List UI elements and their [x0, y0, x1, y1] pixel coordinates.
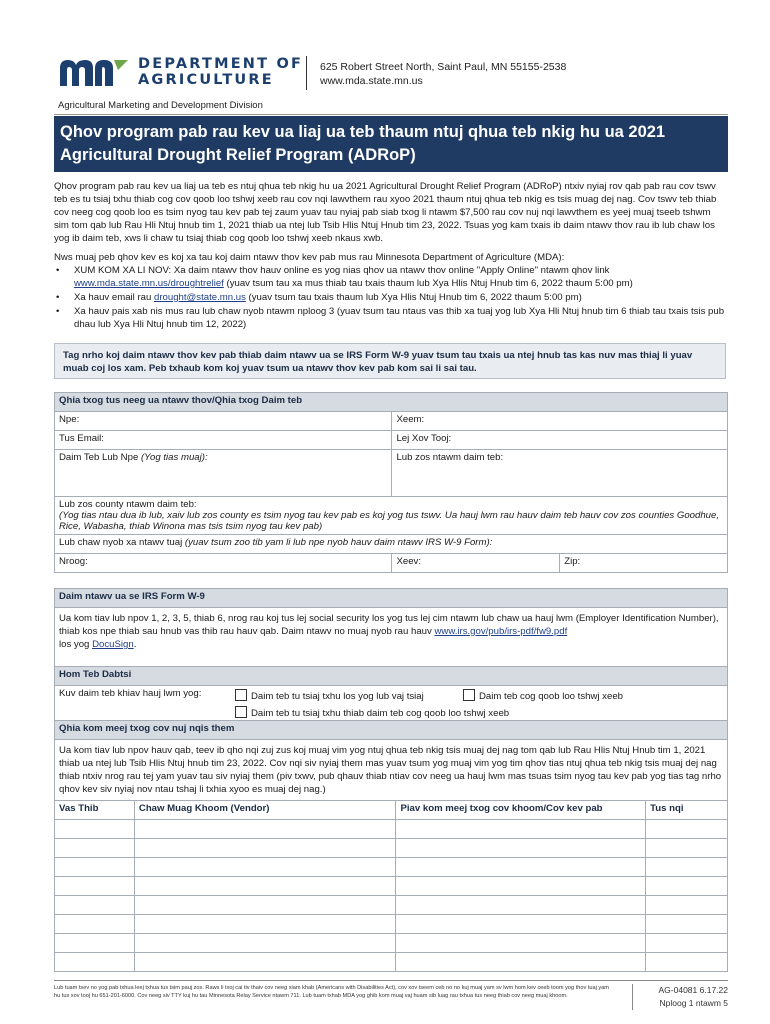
- name-field[interactable]: Npe:: [55, 412, 392, 431]
- page-number: Nploog 1 ntawm 5: [659, 998, 728, 1008]
- expense-row: [55, 896, 728, 915]
- farm-type-options: [55, 686, 728, 725]
- farm-type-heading: Hom Teb Dabtsi: [55, 667, 728, 686]
- division-rule: [54, 114, 728, 115]
- farm-location-field[interactable]: Lub zos ntawm daim teb:: [392, 450, 728, 497]
- applicant-table: [54, 392, 728, 573]
- amount-cell[interactable]: [646, 858, 728, 877]
- expense-row: [55, 915, 728, 934]
- accessibility-notice: Lub tuam tsev no yog pab txhua leej txhua tus tsim pauj zos. Raws li txoj cai tiv thaiv cov neeg xiam khab (Americans with Disabilities Act), cov xov tseem ceb no no kuj muaj yam sv lwm hom kev ceeb toom yog thov tuaj yam hu tus xov tooj hu 651-201-6000. Cov neeg siv TTY kuj hu tau Minnesota Relay Service ntawm 711. Lub tuam txhab MDA yog ghib kom muaj vaj huam sib luag rau txhua tus neeg thiab cov neeg muaj khoom.: [54, 985, 609, 999]
- submit-option-mail: • Xa hauv pais xab nis mus rau lub chaw nyob ntawm nploog 3 (yuav tsum tau ntaus vas thib xa tuaj yog lub Xya Hli Ntuj hnub tim 6 thiab tau txais tsis pub dhau lub Xya Hli Ntuj hnub tim 12, 2022): [56, 306, 725, 330]
- submit-options: [54, 264, 726, 331]
- date-cell[interactable]: [55, 877, 135, 896]
- both-checkbox[interactable]: [235, 706, 247, 718]
- farm-name-field[interactable]: Daim Teb Lub Npe (Yog tias muaj):: [55, 450, 392, 497]
- farm-type-table: [54, 666, 728, 725]
- date-cell[interactable]: [55, 915, 135, 934]
- amount-cell[interactable]: [646, 820, 728, 839]
- farm-type-label: Kuv daim teb khiav hauj lwm yog:: [59, 688, 202, 699]
- expense-row: [55, 953, 728, 972]
- amount-cell[interactable]: [646, 877, 728, 896]
- vendor-cell[interactable]: [134, 953, 396, 972]
- expenses-instructions: Ua kom tiav lub npov hauv qab, teev ib qho nqi zuj zus koj muaj vim yog ntuj qhua teb nkig tsis muaj dej nag tom qab lub Rau Hlis Ntuj Hnub tim 1, 2021 thiab ua ntej lub Tsib Hlis Ntuj hnub tim 23, 2022. Cov nqi siv nyiaj them mas yuav tsum yog muaj vim yog tim qhov tias ntuj qhua teb nkig tsis muaj dej nag thiab ntxiv nrog rau tej yam yuav tau siv nyiaj them (piv txwv, pub qhauv thiab ntiav cov neeg ua hauj lwm mas tsuas tsim nyog tau kev pab yog tias tag nrho qhov kev siv nyiaj nov ntau tshaj li txhia xyoo es muaj dej nag.): [55, 740, 728, 801]
- col-vendor: Chaw Muag Khoom (Vendor): [134, 801, 396, 820]
- amount-cell[interactable]: [646, 953, 728, 972]
- bullet-icon: •: [56, 265, 60, 276]
- vendor-cell[interactable]: [134, 915, 396, 934]
- col-amount: Tus nqi: [646, 801, 728, 820]
- footer-divider: [632, 984, 633, 1010]
- expense-row: [55, 877, 728, 896]
- description-cell[interactable]: [396, 915, 646, 934]
- header-divider: [306, 56, 307, 90]
- drought-relief-link[interactable]: www.mda.state.mn.us/droughtrelief: [74, 278, 224, 289]
- vendor-cell[interactable]: [134, 877, 396, 896]
- description-cell[interactable]: [396, 839, 646, 858]
- expenses-heading: Qhia kom meej txog cov nuj nqis them: [55, 721, 728, 740]
- mailing-address-field[interactable]: Lub chaw nyob xa ntawv tuaj (yuav tsum zoo tib yam li lub npe nyob hauv daim ntawv IRS W-9 Form):: [55, 535, 728, 554]
- submit-option-email: • Xa hauv email rau drought@state.mn.us (yuav tsum tau txais thaum lub Xya Hlis Ntuj Hnub tim 6, 2022 thaum 5:00 pm): [56, 292, 582, 303]
- county-field[interactable]: Lub zos county ntawm daim teb: (Yog tias ntau dua ib lub, xaiv lub zos county es tsim nyog tau kev pab es koj yog tus tswv. Ua hauj lwm rau hauv daim teb hauv cov zos counties Goodhue, Rice, Wabasha, thiab Winona mas tsis tsim nyog tau kev pab): [55, 497, 728, 535]
- amount-cell[interactable]: [646, 896, 728, 915]
- department-name: DEPARTMENT OF AGRICULTURE: [138, 56, 304, 88]
- date-cell[interactable]: [55, 953, 135, 972]
- date-cell[interactable]: [55, 934, 135, 953]
- vendor-cell[interactable]: [134, 820, 396, 839]
- vendor-cell[interactable]: [134, 839, 396, 858]
- bullet-icon: •: [56, 292, 60, 303]
- amount-cell[interactable]: [646, 839, 728, 858]
- description-cell[interactable]: [396, 934, 646, 953]
- expenses-table: [54, 720, 728, 972]
- description-cell[interactable]: [396, 953, 646, 972]
- submit-option-online: • XUM KOM XA LI NOV: Xa daim ntawv thov hauv online es yog nias qhov ua ntawv thov online "Apply Online" ntawm qhov link www.mda.state.mn.us/droughtrelief (yuav tsum tau xa mus thiab tau txais thaum lub Xya Hlis Ntuj Hnub tim 6, 2022 thaum 5:00 pm): [56, 265, 633, 289]
- address-block: [320, 60, 566, 88]
- both-option[interactable]: Daim teb tu tsiaj txhu thiab daim teb cog qoob loo tshwj xeeb: [235, 706, 509, 719]
- date-cell[interactable]: [55, 896, 135, 915]
- description-cell[interactable]: [396, 877, 646, 896]
- description-cell[interactable]: [396, 858, 646, 877]
- zip-field[interactable]: Zip:: [560, 554, 728, 573]
- col-description: Piav kom meej txog cov khoom/Cov kev pab: [396, 801, 646, 820]
- livestock-option[interactable]: Daim teb tu tsiaj txhu los yog lub vaj tsiaj: [235, 689, 424, 702]
- vendor-cell[interactable]: [134, 934, 396, 953]
- submit-lead: Nws muaj peb qhov kev es koj xa tau koj daim ntawv thov kev pab mus rau Minnesota Department of Agriculture (MDA):: [54, 252, 565, 263]
- col-date: Vas Thib: [55, 801, 135, 820]
- phone-field[interactable]: Lej Xov Tooj:: [392, 431, 728, 450]
- surname-field[interactable]: Xeem:: [392, 412, 728, 431]
- intro-section: [54, 180, 726, 332]
- date-cell[interactable]: [55, 820, 135, 839]
- applicant-heading: Qhia txog tus neeg ua ntawv thov/Qhia txog Daim teb: [55, 393, 728, 412]
- county-note: (Yog tias ntau dua ib lub, xaiv lub zos county es tsim nyog tau kev pab es koj yog tus tswv. Ua hauj lwm rau hauv daim teb hauv cov zos counties Goodhue, Rice, Wabasha, thiab Winona mas tsis tsim nyog tau kev pab): [59, 510, 720, 532]
- expense-row: [55, 820, 728, 839]
- description-cell[interactable]: [396, 896, 646, 915]
- vendor-cell[interactable]: [134, 858, 396, 877]
- specialty-crop-option[interactable]: Daim teb cog qoob loo tshwj xeeb: [463, 689, 623, 702]
- livestock-checkbox[interactable]: [235, 689, 247, 701]
- state-field[interactable]: Xeev:: [392, 554, 560, 573]
- description-cell[interactable]: [396, 820, 646, 839]
- minnesota-logo-icon: [58, 54, 130, 88]
- date-cell[interactable]: [55, 839, 135, 858]
- expense-row: [55, 934, 728, 953]
- specialty-crop-checkbox[interactable]: [463, 689, 475, 701]
- city-field[interactable]: Nroog:: [55, 554, 392, 573]
- expense-row: [55, 839, 728, 858]
- irs-w9-link[interactable]: www.irs.gov/pub/irs-pdf/fw9.pdf: [434, 626, 568, 637]
- vendor-cell[interactable]: [134, 896, 396, 915]
- drought-email-link[interactable]: drought@state.mn.us: [154, 292, 246, 303]
- letterhead: [58, 54, 718, 96]
- expense-row: [55, 858, 728, 877]
- amount-cell[interactable]: [646, 915, 728, 934]
- footer-rule: [54, 980, 728, 981]
- docusign-link[interactable]: DocuSign: [92, 639, 134, 650]
- date-cell[interactable]: [55, 858, 135, 877]
- w9-heading: Daim ntawv ua se IRS Form W-9: [55, 589, 728, 608]
- intro-paragraph: Qhov program pab rau kev ua liaj ua teb es ntuj qhua teb nkig hu ua 2021 Agricultural Drought Relief Program (ADRoP) ntxiv nyiaj rov qab pab rau cov tswv teb es tu tsiaj txhu thiab cog cov qoob loo tshwj xeeb rau cov nqi lawvthem rau xyoo 2021 thaum ntuj qhua teb nkig es tsis muag dej nag. Cov tswv teb thiab cov neeg cog qoob loo es tsim nyog tau kev pab tej zaum yuav tau nyiaj pab siab txog li ntawm $7,500 rau cov nuj nqi lawvthem es yeej muaj tseeb tshwm sim tom qab lub Rau Hli Ntuj hnub tim 1, 2021 thiab ua ntej lub Tsib Hlis Ntuj Hnub tim 23, 2022. Tsuas yog kam txais ib daim ntawv thov rau ib lub chaw los yog ib daim teb, xws li chaw tu tsiaj thiab cog qoob loo tshwj xeeb nkaus xwb.: [54, 181, 717, 244]
- expenses-header-row: [55, 801, 728, 820]
- form-code: AG-04081 6.17.22 Nploog 1 ntawm 5: [644, 984, 728, 1010]
- division-name: Agricultural Marketing and Development Division: [58, 100, 263, 111]
- w9-table: [54, 588, 728, 671]
- bullet-icon: •: [56, 306, 60, 317]
- amount-cell[interactable]: [646, 934, 728, 953]
- email-field[interactable]: Tus Email:: [55, 431, 392, 450]
- page-title: Qhov program pab rau kev ua liaj ua teb thaum ntuj qhua teb nkig hu ua 2021 Agricultural Drought Relief Program (ADRoP): [54, 116, 728, 172]
- deadline-notice: Tag nrho koj daim ntawv thov kev pab thiab daim ntawv ua se IRS Form W-9 yuav tsum tau txais ua ntej hnub tas kas nuv mas thiaj li yuav muab coj los xam. Peb txhaub kom koj yuav tsum ua ntawv thov kev pab kom sai li sai tau.: [54, 343, 726, 379]
- website-link[interactable]: www.mda.state.mn.us: [320, 75, 423, 87]
- street-address: 625 Robert Street North, Saint Paul, MN 55155-2538: [320, 61, 567, 73]
- w9-instructions: Ua kom tiav lub npov 1, 2, 3, 5, thiab 6, nrog rau koj tus lej social security los yog tus lej cim ntawm lub chaw ua hauj lwm (Employer Identification Number), thiab kos npe thiab sau hnub vas thib rau hauv qab. Daim ntawv no muaj nyob rau hauv www.irs.gov/pub/irs-pdf/fw9.pdf los yog DocuSign.: [55, 608, 728, 671]
